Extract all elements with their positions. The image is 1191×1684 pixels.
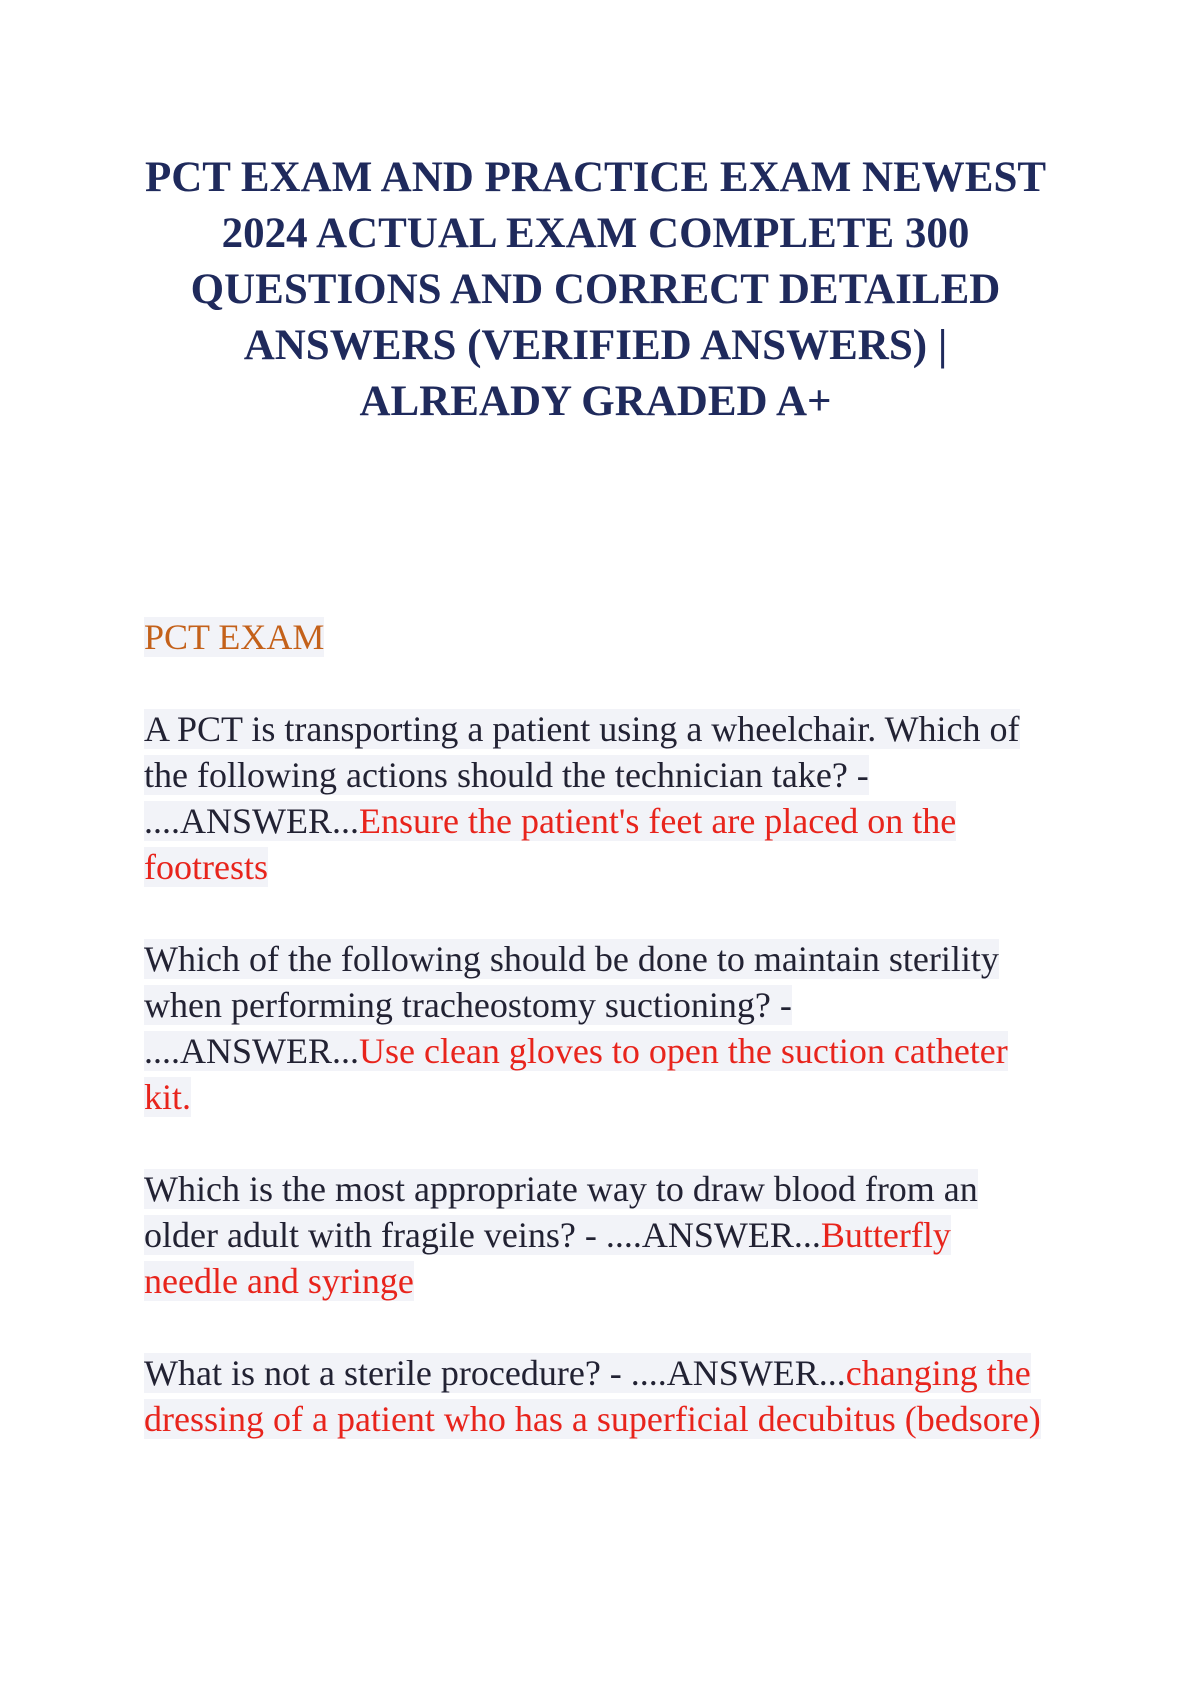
answer-prefix: ....ANSWER... <box>144 801 359 841</box>
answer-prefix: ....ANSWER... <box>605 1215 821 1255</box>
document-body <box>144 614 1044 1488</box>
answer-text: Ensure the patient's feet are placed on the footrests <box>144 801 957 887</box>
answer-text: changing the dressing of a patient who has a superficial decubitus (bedsore) <box>144 1353 1041 1439</box>
question-text: Which is the most appropriate way to draw blood from an older adult with fragile veins? - <box>144 1169 978 1255</box>
qa-item <box>144 1350 1044 1442</box>
qa-item <box>144 1166 1044 1304</box>
qa-item <box>144 706 1044 890</box>
question-text: A PCT is transporting a patient using a wheelchair. Which of the following actions should the technician take? - <box>144 709 1020 795</box>
answer-text: Use clean gloves to open the suction catheter kit. <box>144 1031 1008 1117</box>
section-heading-text: PCT EXAM <box>144 617 325 657</box>
section-heading <box>144 614 1044 660</box>
qa-item <box>144 936 1044 1120</box>
answer-text: Butterfly needle and syringe <box>144 1215 951 1301</box>
answer-prefix: ....ANSWER... <box>144 1031 359 1071</box>
question-text: Which of the following should be done to maintain sterility when performing tracheostomy suctioning? - <box>144 939 999 1025</box>
document-title: PCT EXAM AND PRACTICE EXAM NEWEST 2024 ACTUAL EXAM COMPLETE 300 QUESTIONS AND CORRECT DETAILED ANSWERS (VERIFIED ANSWERS) | ALREADY GRADED A+ <box>144 154 1047 425</box>
answer-prefix: ....ANSWER... <box>630 1353 846 1393</box>
question-text: What is not a sterile procedure? - <box>144 1353 631 1393</box>
